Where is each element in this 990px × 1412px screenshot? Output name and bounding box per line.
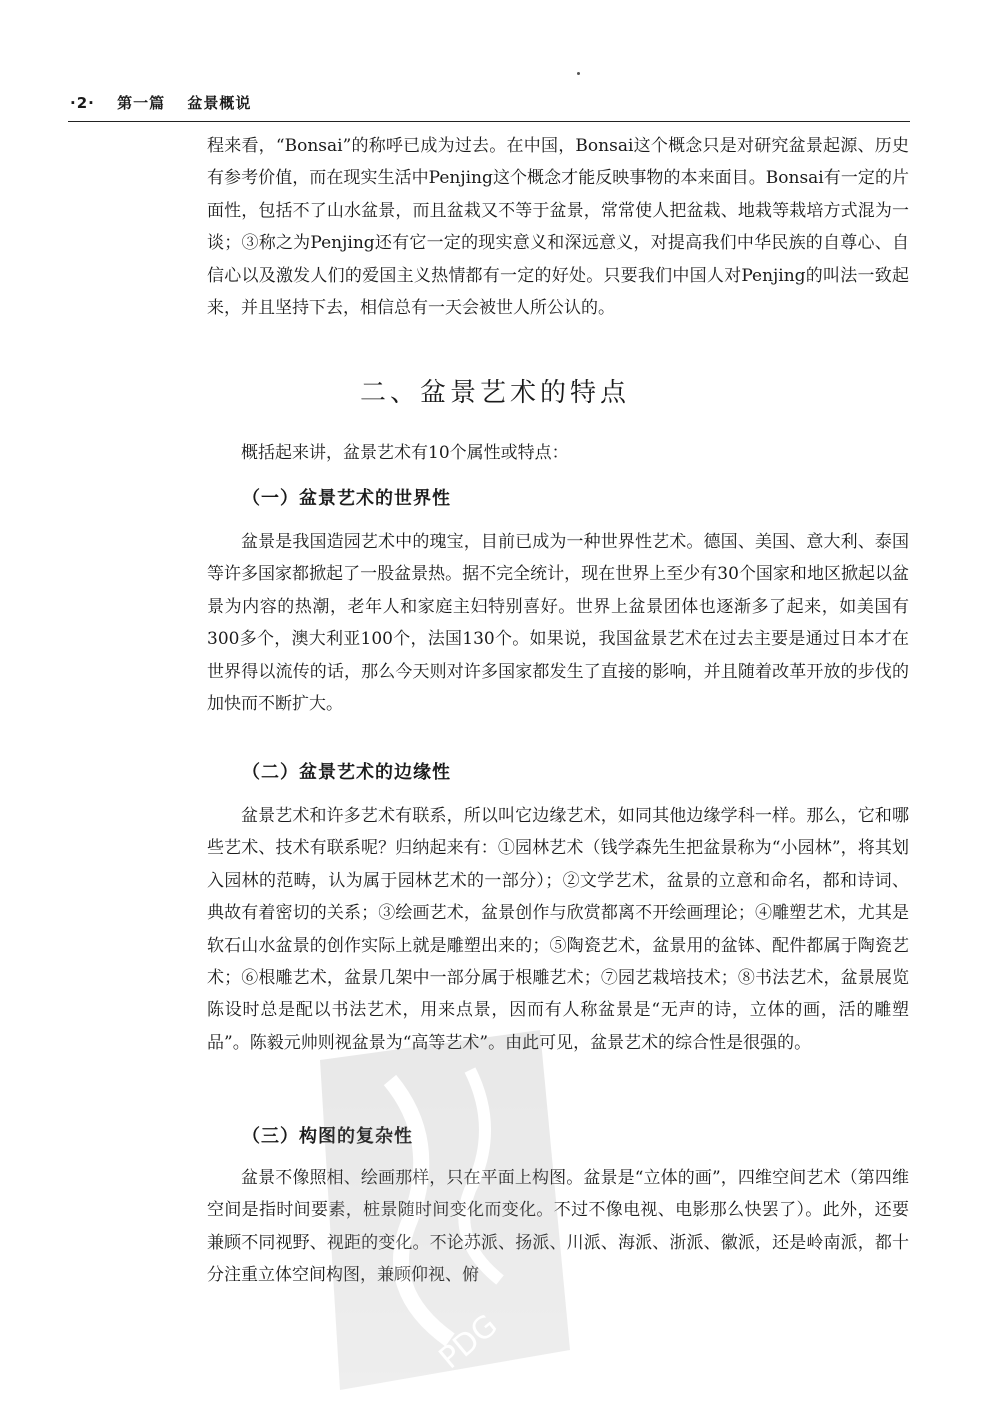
- subsection-body-3: 盆景不像照相、绘画那样，只在平面上构图。盆景是“立体的画”，四维空间艺术（第四维空间是指时间要素，桩景随时间变化而变化。不过不像电视、电影那么快罢了）。此外，还要兼顾不同视野、视距的变化。不论苏派、扬派、川派、海派、浙派、徽派，还是岭南派，都十分注重立体空间构图，兼顾仰视、俯: [207, 1168, 909, 1286]
- scan-speck: [577, 72, 580, 75]
- section-title: 二、盆景艺术的特点: [359, 378, 630, 408]
- subsection-body-2: 盆景艺术和许多艺术有联系，所以叫它边缘艺术，如同其他边缘学科一样。那么，它和哪些艺术、技术有联系呢？归纳起来有：①园林艺术（钱学森先生把盆景称为“小园林”，将其划入园林的范畴，认为属于园林艺术的一部分）；②文学艺术，盆景的立意和命名，都和诗词、典故有着密切的关系；③绘画艺术，盆景创作与欣赏都离不开绘画理论；④雕塑艺术，尤其是软石山水盆景的创作实际上就是雕塑出来的；⑤陶瓷艺术，盆景用的盆钵、配件都属于陶瓷艺术；⑥根雕艺术，盆景几架中一部分属于根雕艺术；⑦园艺栽培技术；⑧书法艺术，盆景展览陈设时总是配以书法艺术，用来点景，因而有人称盆景是“无声的诗，立体的画，活的雕塑品”。陈毅元帅则视盆景为“高等艺术”。由此可见，盆景艺术的综合性是很强的。: [207, 806, 909, 1053]
- watermark-text: PDG: [432, 1307, 505, 1377]
- page-number: ·2·: [70, 94, 95, 112]
- subsection-body-1: 盆景是我国造园艺术中的瑰宝，目前已成为一种世界性艺术。德国、美国、意大利、泰国等许多国家都掀起了一股盆景热。据不完全统计，现在世界上至少有30个国家和地区掀起以盆景为内容的热潮，老年人和家庭主妇特别喜好。世界上盆景团体也逐渐多了起来，如美国有300多个，澳大利亚100个，法国130个。如果说，我国盆景艺术在过去主要是通过日本才在世界得以流传的话，那么今天则对许多国家都发生了直接的影响，并且随着改革开放的步伐的加快而不断扩大。: [207, 532, 909, 715]
- subsection-title-3: （三）构图的复杂性: [242, 1126, 413, 1147]
- part-title: 盆景概说: [187, 94, 252, 112]
- section-lead: 概括起来讲，盆景艺术有10个属性或特点：: [241, 443, 569, 463]
- intro-paragraph: 程来看，“Bonsai”的称呼已成为过去。在中国，Bonsai这个概念只是对研究盆景起源、历史有参考价值，而在现实生活中Penjing这个概念才能反映事物的本来面目。Bonsai有一定的片面性，包括不了山水盆景，而且盆栽又不等于盆景，常常使人把盆栽、地栽等栽培方式混为一谈；③称之为Penjing还有它一定的现实意义和深远意义，对提高我们中华民族的自尊心、自信心以及激发人们的爱国主义热情都有一定的好处。只要我们中国人对Penjing的叫法一致起来，并且坚持下去，相信总有一天会被世人所公认的。: [207, 136, 909, 319]
- header-rule: [68, 121, 910, 122]
- subsection-title-2: （二）盆景艺术的边缘性: [242, 762, 451, 783]
- part-label: 第一篇: [117, 94, 166, 112]
- running-header: [70, 92, 910, 113]
- subsection-title-1: （一）盆景艺术的世界性: [242, 488, 451, 509]
